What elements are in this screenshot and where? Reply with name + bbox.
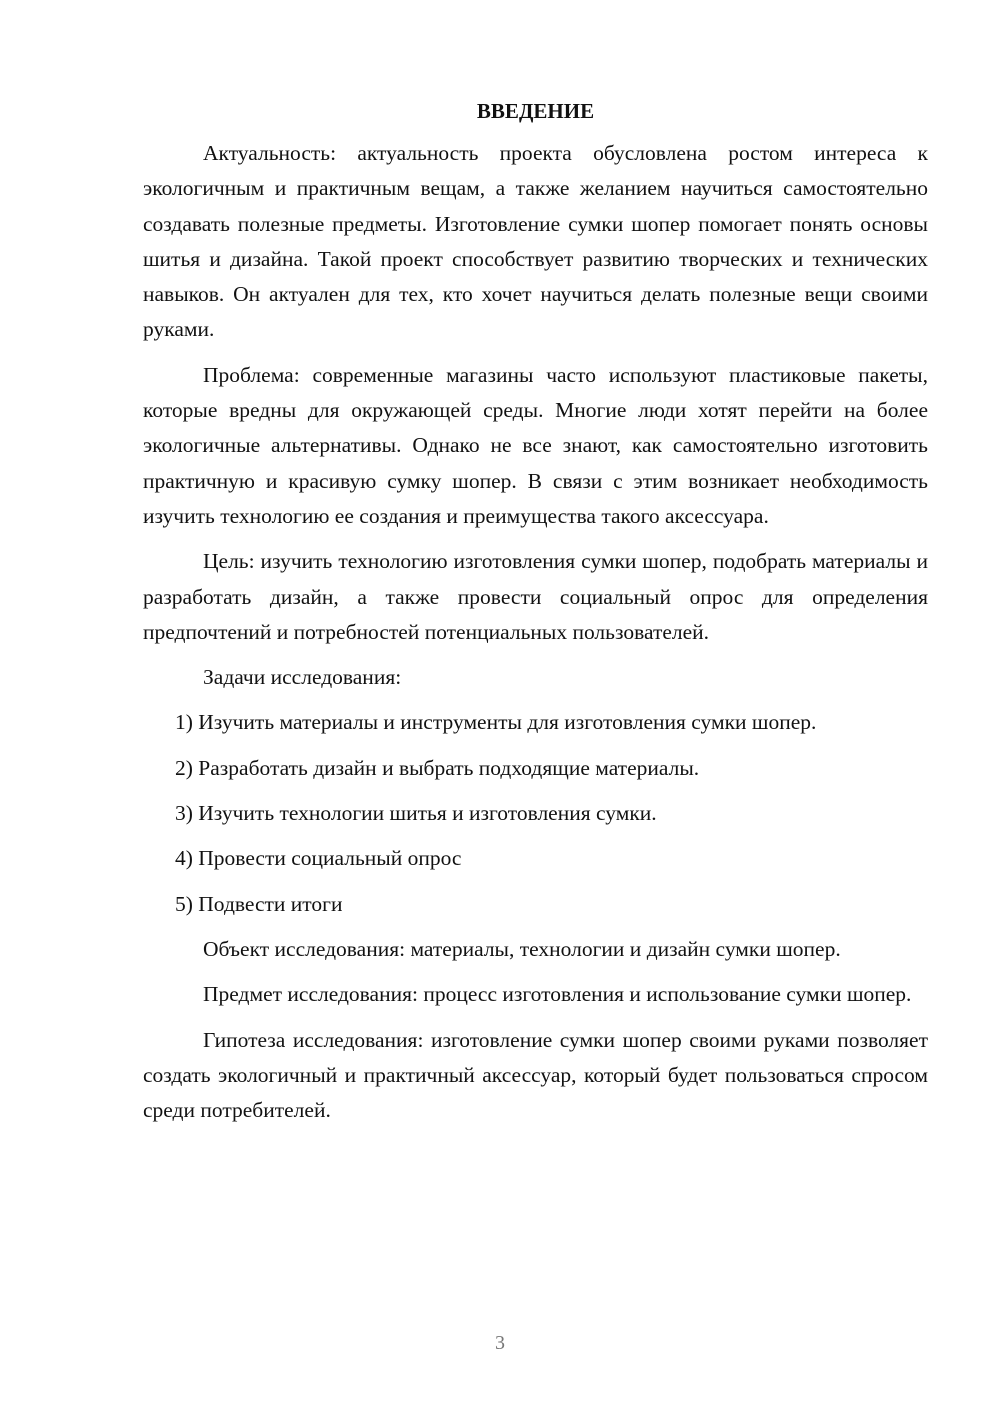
task-item: 1) Изучить материалы и инструменты для изготовления сумки шопер. (175, 710, 817, 735)
tasks-heading: Задачи исследования: (203, 665, 402, 690)
section-heading: ВВЕДЕНИЕ (476, 99, 595, 123)
paragraph-relevance: Актуальность: актуальность проекта обусловлена ростом интереса к экологичным и практичным вещам, а также желанием научиться самостоятельно создавать полезные предметы. Изготовление сумки шопер помогает понять основы шитья и дизайна. Такой проект способствует развитию творческих и технических навыков. Он актуален для тех, кто хочет научиться делать полезные вещи своими руками. (143, 141, 928, 342)
task-item: 5) Подвести итоги (175, 891, 343, 916)
task-list (143, 705, 928, 921)
paragraph-problem: Проблема: современные магазины часто используют пластиковые пакеты, которые вредны для окружающей среды. Многие люди хотят перейти на более экологичные альтернативы. Однако не все знают, как самостоятельно изготовить практичную и красивую сумку шопер. В связи с этим возникает необходимость изучить технологию ее создания и преимущества такого аксессуара. (143, 362, 928, 528)
task-item: 4) Провести социальный опрос (175, 846, 462, 871)
task-item: 2) Разработать дизайн и выбрать подходящие материалы. (175, 755, 700, 780)
page-content (143, 96, 928, 1138)
paragraph-object: Объект исследования: материалы, технологии и дизайн сумки шопер. (203, 936, 841, 961)
task-item: 3) Изучить технологии шитья и изготовления сумки. (175, 801, 657, 826)
page-number: 3 (495, 1332, 505, 1354)
paragraph-subject: Предмет исследования: процесс изготовления и использование сумки шопер. (203, 982, 912, 1007)
paragraph-goal: Цель: изучить технологию изготовления сумки шопер, подобрать материалы и разработать дизайн, а также провести социальный опрос для определения предпочтений и потребностей потенциальных пользователей. (143, 549, 928, 644)
paragraph-hypothesis: Гипотеза исследования: изготовление сумки шопер своими руками позволяет создать экологичный и практичный аксессуар, который будет пользоваться спросом среди потребителей. (143, 1027, 928, 1123)
